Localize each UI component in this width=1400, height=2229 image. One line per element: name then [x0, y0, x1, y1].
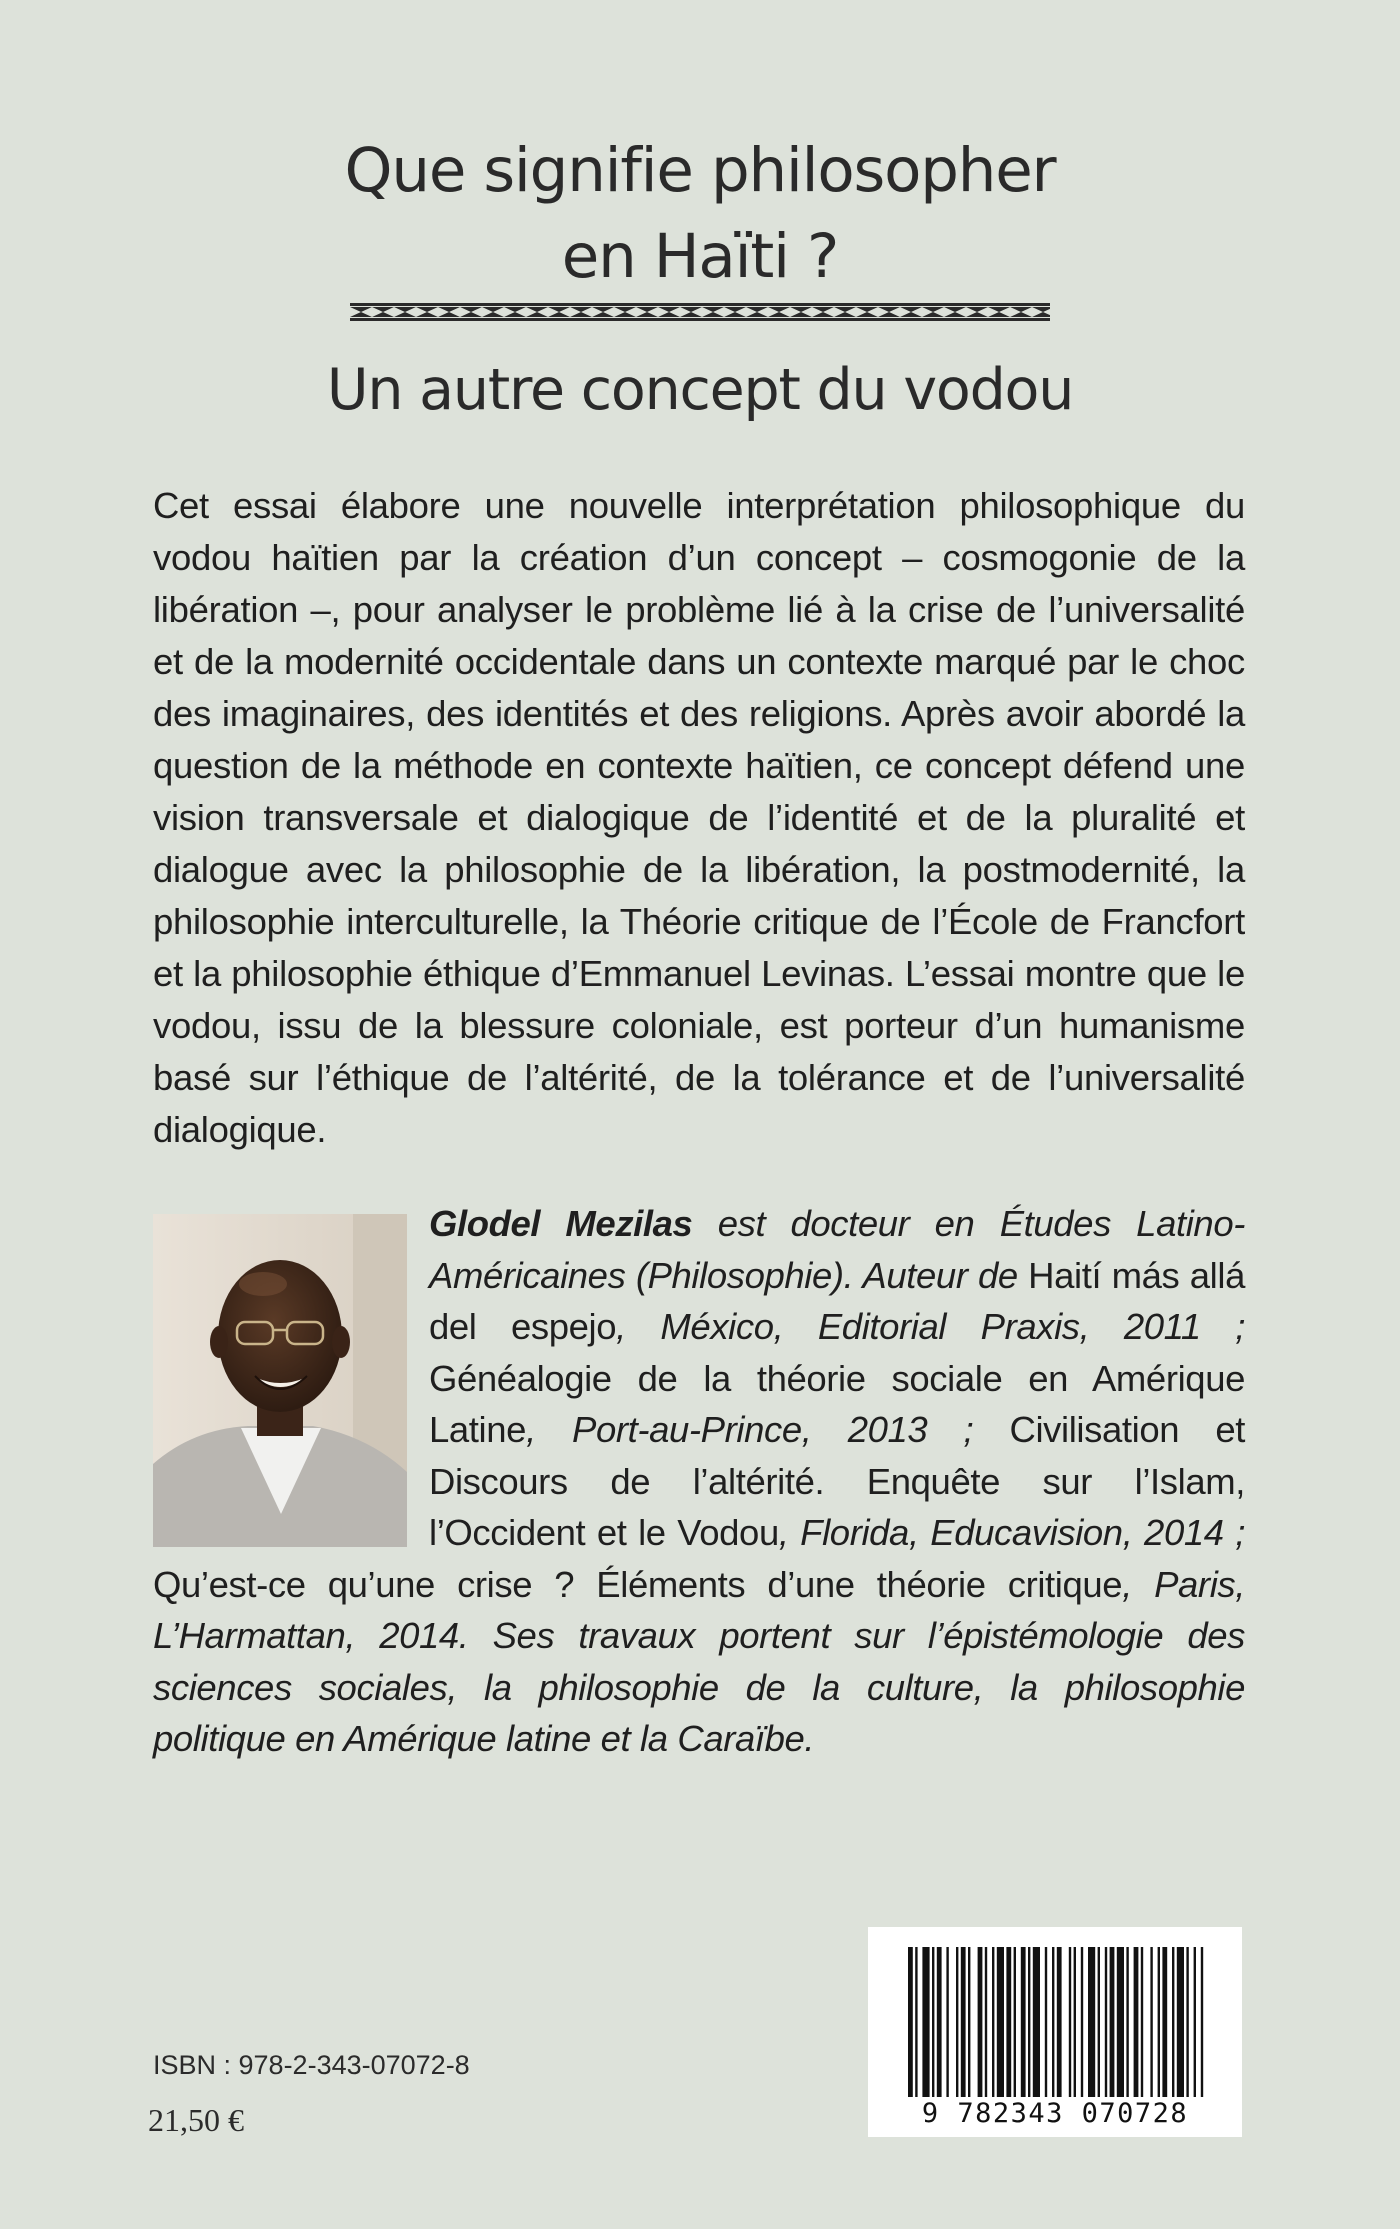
- ornament-motif: [592, 307, 614, 317]
- barcode-bar: [1186, 1947, 1188, 2097]
- barcode-bar: [1201, 1947, 1203, 2097]
- barcode-bar: [922, 1947, 929, 2097]
- barcode-bar: [1006, 1947, 1011, 2097]
- barcode-bar: [1033, 1947, 1040, 2097]
- synopsis: [153, 480, 1245, 1156]
- synopsis-text: Cet essai élabore une nouvelle interprétation philosophique du vodou haïtien par la création d’un concept – cosmogonie de la libération –, pour analyser le problème lié à la crise de l’universalité et de la modernité occidentale dans un contexte marqué par le choc des imaginaires, des identités et des religions. Après avoir abordé la question de la méthode en contexte haïtien, ce concept défend une vision transversale et dialogique de l’identité et de la pluralité et dialogue avec la philosophie de la libération, la postmodernité, la philosophie interculturelle, la Théorie critique de l’École de Francfort et la philosophie éthique d’Emmanuel Levinas. L’essai montre que le vodou, issu de la blessure coloniale, est porteur d’un humanisme basé sur l’éthique de l’altérité, de la tolérance et de l’universalité dialogique.: [153, 485, 1245, 1150]
- ornament-motif: [680, 307, 702, 317]
- barcode-bar: [1014, 1947, 1016, 2097]
- barcode-bar: [908, 1947, 913, 2097]
- ornament-motif: [504, 307, 526, 317]
- barcode-bar: [1158, 1947, 1160, 2097]
- barcode-bar: [978, 1947, 983, 2097]
- barcode-bar: [1074, 1947, 1076, 2097]
- barcode-bar: [997, 1947, 1004, 2097]
- barcode-bar: [1194, 1947, 1196, 2097]
- barcode-bar: [1098, 1947, 1100, 2097]
- barcode-bar: [961, 1947, 966, 2097]
- ornament-motif: [856, 307, 878, 317]
- barcode-bar: [1088, 1947, 1095, 2097]
- barcode-bar: [992, 1947, 994, 2097]
- ornament-divider: [350, 303, 1050, 321]
- ornament-motif: [812, 307, 834, 317]
- barcode-bar: [1177, 1947, 1184, 2097]
- ornament-motif: [900, 307, 922, 317]
- barcode-bar: [1110, 1947, 1115, 2097]
- barcode-bar: [1057, 1947, 1062, 2097]
- barcode-bar: [1172, 1947, 1174, 2097]
- barcode-digits: 9 782343 070728: [921, 2098, 1189, 2129]
- price: 21,50 €: [148, 2102, 244, 2138]
- ornament-motif: [394, 307, 416, 317]
- barcode-bar: [915, 1947, 917, 2097]
- bio-segment: Civilisation et Discours de l’altérité. Enquête sur l’Islam, l’Occident et le Vodou: [429, 1409, 1245, 1553]
- book-title: [0, 128, 1400, 300]
- bio-segment: est docteur en Études Latino-Américaines (Philosophie). Auteur de: [429, 1203, 1245, 1296]
- title-line-1: Que signifie philosopher: [344, 135, 1056, 206]
- ornament-motif: [438, 307, 460, 317]
- ornament-motif: [614, 307, 636, 317]
- ornament-motif: [790, 307, 812, 317]
- barcode-bar: [1105, 1947, 1107, 2097]
- ornament-motif: [988, 307, 1010, 317]
- ornament-motif: [724, 307, 746, 317]
- bio-segment: , México, Editorial Praxis, 2011 ;: [616, 1306, 1245, 1347]
- ornament-motif: [548, 307, 570, 317]
- barcode-bar: [1162, 1947, 1167, 2097]
- ornament-motif: [658, 307, 680, 317]
- ornament-motif: [372, 307, 394, 317]
- barcode-bar: [1052, 1947, 1054, 2097]
- barcode-bar: [956, 1947, 958, 2097]
- barcode-bar: [968, 1947, 970, 2097]
- bio-segment: , Port-au-Prince, 2013 ;: [526, 1409, 1010, 1450]
- bio-segment: Généalogie de la théorie sociale en Amérique Latine: [429, 1357, 1245, 1450]
- barcode: [868, 1927, 1242, 2137]
- barcode-bar: [1045, 1947, 1047, 2097]
- bio-segment: , Paris, L’Harmattan, 2014. Ses travaux portent sur l’épistémologie des sciences sociales, la philosophie de la culture, la philosophie politique en Amérique latine et la Caraïbe.: [153, 1563, 1245, 1759]
- barcode-bar: [1028, 1947, 1030, 2097]
- author-name: Glodel Mezilas: [429, 1203, 693, 1244]
- barcode-bar: [1081, 1947, 1083, 2097]
- barcode-bar: [985, 1947, 987, 2097]
- ornament-motif: [460, 307, 482, 317]
- ornament-motif: [768, 307, 790, 317]
- barcode-bar: [1141, 1947, 1143, 2097]
- author-block: [153, 1198, 1245, 1765]
- bio-segment: Haití más allá del espejo: [429, 1254, 1245, 1347]
- ornament-motif: [482, 307, 504, 317]
- barcode-bar: [1021, 1947, 1026, 2097]
- bio-segment: Qu’est-ce qu’une crise ? Éléments d’une théorie critique: [153, 1563, 1123, 1605]
- ornament-motif: [526, 307, 548, 317]
- isbn: ISBN : 978-2-343-07072-8: [153, 2050, 470, 2080]
- ornament-motif: [702, 307, 724, 317]
- ornament-motif: [416, 307, 438, 317]
- barcode-bar: [1150, 1947, 1152, 2097]
- bio-segment: , Florida, Educavision, 2014 ;: [778, 1512, 1245, 1553]
- ornament-motif: [878, 307, 900, 317]
- barcode-bar: [1126, 1947, 1128, 2097]
- ornament-motif: [746, 307, 768, 317]
- ornament-motif: [922, 307, 944, 317]
- ornament-motif: [1010, 307, 1032, 317]
- ornament-motif: [944, 307, 966, 317]
- barcode-bar: [932, 1947, 934, 2097]
- ornament-motif: [350, 307, 372, 317]
- ornament-motif: [834, 307, 856, 317]
- barcode-bar: [946, 1947, 948, 2097]
- barcode-bar: [1117, 1947, 1124, 2097]
- book-subtitle: Un autre concept du vodou: [326, 357, 1074, 423]
- ornament-motif: [1032, 307, 1050, 317]
- author-photo: [153, 1214, 407, 1547]
- ornament-motif: [966, 307, 988, 317]
- ornament-motif: [570, 307, 592, 317]
- barcode-bar: [1134, 1947, 1139, 2097]
- barcode-bar: [1069, 1947, 1071, 2097]
- ornament-motif: [636, 307, 658, 317]
- barcode-bar: [937, 1947, 942, 2097]
- title-line-2: en Haïti ?: [561, 221, 839, 292]
